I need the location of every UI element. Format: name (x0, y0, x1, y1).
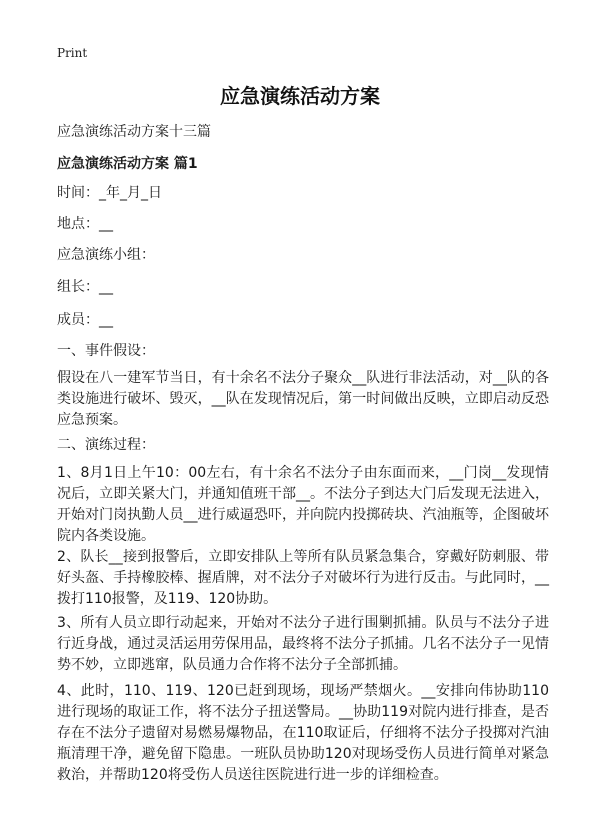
paragraph-event: 假设在八一建军节当日，有十余名不法分子聚众__队进行非法活动，对__队的各类设施进行破坏、毁灭，__队在发现情况后，第一时间做出反映，立即启动反恐应急预案。 (57, 370, 549, 428)
paragraph-step-4: 4、此时，110、119、120已赶到现场，现场严禁烟火。__安排向伟协助110进行现场的取证工作，将不法分子扭送警局。__协助119对院内进行排查，是否存在不法分子遗留对易燃易爆物品，在110取证后，仔细将不法分子投掷对汽油瓶清理干净，避免留下隐患。一班队员协助120对现场受伤人员进行简单对紧急救治，并帮助120将受伤人员送往医院进行进一步的详细检查。 (57, 683, 549, 783)
paragraph-step-1: 1、8月1日上午10：00左右，有十余名不法分子由东面而来，__门岗__发现情况后，立即关紧大门，并通知值班干部__。不法分子到达大门后发现无法进入，开始对门岗执勤人员__进行威逼恐吓，并向院内投掷砖块、汽油瓶等，企图破坏院内各类设施。 (57, 465, 549, 544)
team-line: 应急演练小组： (57, 247, 155, 263)
section-heading: 应急演练活动方案 篇1 (57, 156, 198, 172)
time-line: 时间：_年_月_日 (57, 185, 162, 201)
heading-event-assumption: 一、事件假设： (57, 343, 155, 359)
document-subtitle: 应急演练活动方案十三篇 (57, 124, 211, 140)
paragraph-step-3: 3、所有人员立即行动起来，开始对不法分子进行围剿抓捕。队员与不法分子进行近身战，通过灵活运用劳保用品，最终将不法分子抓捕。几名不法分子一见情势不妙，立即逃窜，队员通力合作将不法分子全部抓捕。 (57, 615, 549, 673)
location-line: 地点：__ (57, 216, 113, 232)
paragraph-step-2: 2、队长__接到报警后，立即安排队上等所有队员紧急集合，穿戴好防刺服、带好头盔、手持橡胶棒、握盾牌，对不法分子对破坏行为进行反击。与此同时，__拨打110报警，及119、120协助。 (57, 549, 549, 607)
heading-drill-process: 二、演练过程： (57, 437, 155, 453)
document-title: 应急演练活动方案 (220, 84, 380, 108)
members-line: 成员：__ (57, 312, 113, 328)
print-label: Print (57, 46, 88, 60)
leader-line: 组长：__ (57, 279, 113, 295)
